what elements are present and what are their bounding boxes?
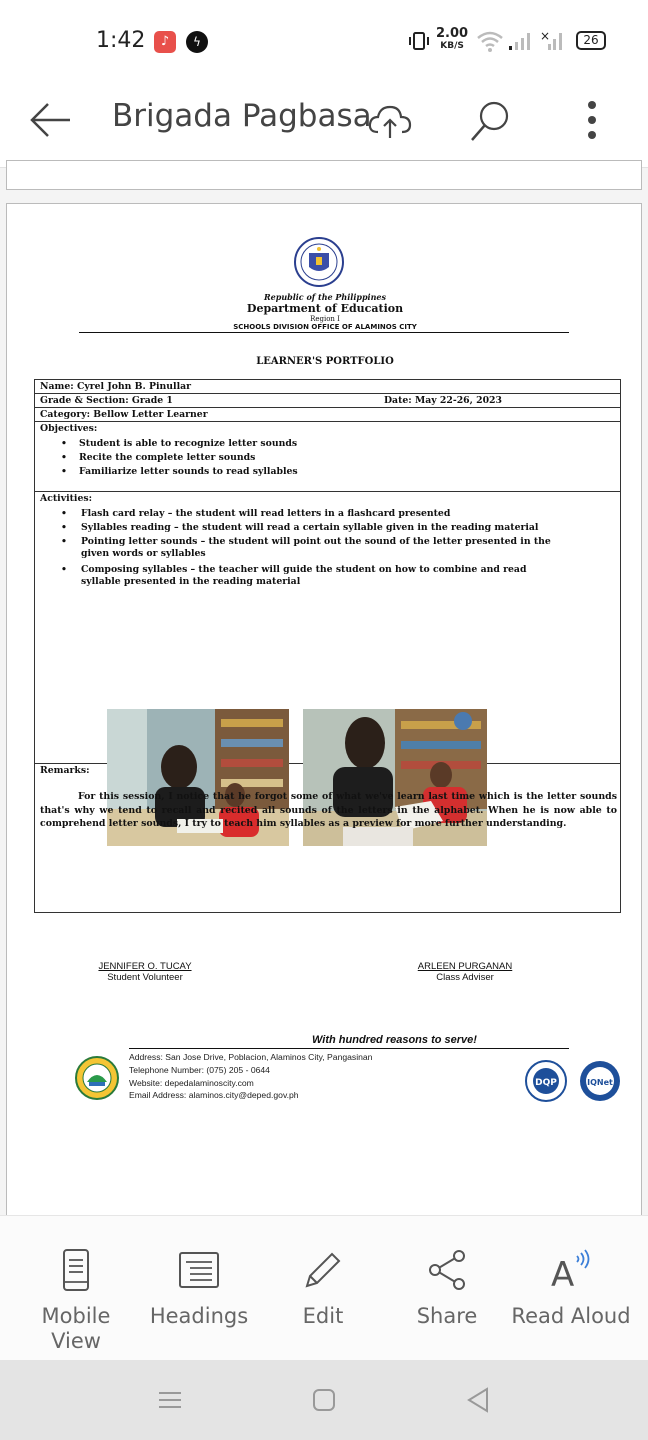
read-aloud-icon bbox=[549, 1248, 593, 1295]
edit-button[interactable] bbox=[261, 1216, 385, 1361]
signal-icon bbox=[508, 28, 534, 54]
mobile-view-label-line1: Mobile bbox=[41, 1304, 111, 1328]
portfolio-table bbox=[34, 379, 621, 913]
home-icon[interactable] bbox=[309, 1386, 339, 1414]
messenger-notification-icon: ϟ bbox=[186, 31, 208, 53]
deped-seal-logo bbox=[294, 237, 344, 287]
dqp-certification-logo bbox=[525, 1060, 567, 1102]
network-speed bbox=[436, 28, 468, 52]
more-vert-icon[interactable] bbox=[570, 98, 618, 144]
signature-student-volunteer bbox=[85, 961, 205, 983]
network-speed-unit: KB/S bbox=[440, 41, 464, 51]
header-region: Region I bbox=[310, 315, 340, 323]
activities-section: Activities: • Flash card relay – the student will read letters in a flashcard presented • Syllables reading – the student will read a certain syllable given in the reading material • Pointing letter sounds – the student will point out the sound of the letter presented in the given words or syllables • Composing syllables – the teacher will guide the student on how to combine and read syllable presented in the reading material bbox=[35, 492, 620, 764]
row-grade-date bbox=[35, 394, 620, 408]
row-category bbox=[35, 408, 620, 422]
footer-website: Website: depedalaminoscity.com bbox=[129, 1077, 254, 1088]
svg-text:×: × bbox=[540, 29, 551, 43]
mobile-view-icon bbox=[54, 1248, 98, 1292]
learner-name: Name: Cyrel John B. Pinullar bbox=[40, 381, 192, 392]
svg-text:IQNet: IQNet bbox=[587, 1078, 613, 1087]
wifi-icon bbox=[476, 28, 504, 54]
header-republic: Republic of the Philippines bbox=[263, 292, 386, 302]
footer-contact bbox=[129, 1051, 372, 1102]
back-arrow-icon[interactable] bbox=[28, 100, 76, 140]
activities-label: Activities: bbox=[40, 493, 93, 504]
headings-label: Headings bbox=[149, 1304, 249, 1328]
read-aloud-label: Read Aloud bbox=[511, 1304, 631, 1328]
remarks-section bbox=[35, 764, 620, 914]
battery-indicator: 26 bbox=[576, 31, 606, 50]
division-seal-logo bbox=[75, 1056, 119, 1100]
document-viewport[interactable] bbox=[0, 168, 648, 1215]
header-department: Department of Education bbox=[246, 302, 404, 315]
clock: 1:42 bbox=[96, 28, 146, 53]
mobile-view-label bbox=[14, 1304, 138, 1354]
svg-text:A: A bbox=[551, 1255, 575, 1295]
remarks-text: For this session, I notice that he forgot some of what we've learn last time which is the letter sounds that's why we tend to recall and recited all sounds of the letters in the alphabet. When he is now able to comprehend letter sounds, I try to teach him syllables as a preview for more further understanding. bbox=[40, 791, 617, 829]
mobile-view-button[interactable] bbox=[14, 1216, 138, 1361]
footer-address: Address: San Jose Drive, Poblacion, Alaminos City, Pangasinan bbox=[129, 1052, 373, 1062]
footer-telephone: Telephone Number: (075) 205 - 0644 bbox=[129, 1064, 270, 1075]
pencil-icon bbox=[301, 1248, 345, 1292]
share-label: Share bbox=[416, 1304, 478, 1328]
system-nav-bar bbox=[0, 1360, 648, 1440]
objectives-label: Objectives: bbox=[40, 423, 98, 434]
footer-email: Email Address: alaminos.city@deped.gov.ph bbox=[129, 1090, 299, 1101]
app-bar bbox=[0, 80, 648, 168]
headings-icon bbox=[177, 1248, 221, 1292]
nav-back-icon[interactable] bbox=[463, 1386, 493, 1414]
signature-name: ARLEEN PURGANAN bbox=[417, 961, 513, 972]
signature-role: Student Volunteer bbox=[107, 972, 183, 983]
cloud-upload-icon[interactable] bbox=[366, 98, 414, 144]
music-app-notification-icon: ♪ bbox=[154, 31, 176, 53]
headings-button[interactable] bbox=[137, 1216, 261, 1361]
date: Date: May 22-26, 2023 bbox=[384, 395, 502, 406]
objectives-section: Objectives: • Student is able to recognize letter sounds • Recite the complete letter sounds • Familiarize letter sounds to read syllables bbox=[35, 422, 620, 492]
tagline: With hundred reasons to serve! bbox=[312, 1034, 477, 1046]
category: Category: Bellow Letter Learner bbox=[40, 409, 208, 420]
iqnet-certification-logo bbox=[579, 1060, 621, 1102]
signature-class-adviser bbox=[405, 961, 525, 983]
share-icon bbox=[425, 1248, 469, 1292]
mobile-view-label-line2: View bbox=[51, 1329, 101, 1353]
network-speed-value: 2.00 bbox=[436, 26, 469, 41]
document-page bbox=[6, 203, 642, 1243]
recent-apps-icon[interactable] bbox=[155, 1386, 185, 1414]
share-button[interactable] bbox=[385, 1216, 509, 1361]
read-aloud-button[interactable] bbox=[509, 1216, 633, 1361]
previous-page bbox=[6, 160, 642, 190]
footer-divider bbox=[129, 1048, 569, 1049]
remarks-label: Remarks: bbox=[40, 765, 90, 776]
grade-section: Grade & Section: Grade 1 bbox=[40, 395, 173, 406]
signature-role: Class Adviser bbox=[436, 972, 494, 983]
edit-label: Edit bbox=[302, 1304, 344, 1328]
svg-text:DQP: DQP bbox=[535, 1078, 557, 1088]
status-bar bbox=[0, 0, 648, 80]
header-division: SCHOOLS DIVISION OFFICE OF ALAMINOS CITY bbox=[233, 323, 417, 331]
signal-no-service-icon bbox=[540, 28, 566, 54]
header-divider bbox=[79, 332, 569, 333]
document-title: Brigada Pagbasa bbox=[112, 98, 372, 134]
row-name bbox=[35, 380, 620, 394]
search-icon[interactable] bbox=[466, 98, 514, 144]
signature-name: JENNIFER O. TUCAY bbox=[98, 961, 192, 972]
document-heading: LEARNER'S PORTFOLIO bbox=[256, 356, 394, 367]
vibrate-icon bbox=[408, 28, 430, 54]
bottom-toolbar bbox=[0, 1215, 648, 1360]
